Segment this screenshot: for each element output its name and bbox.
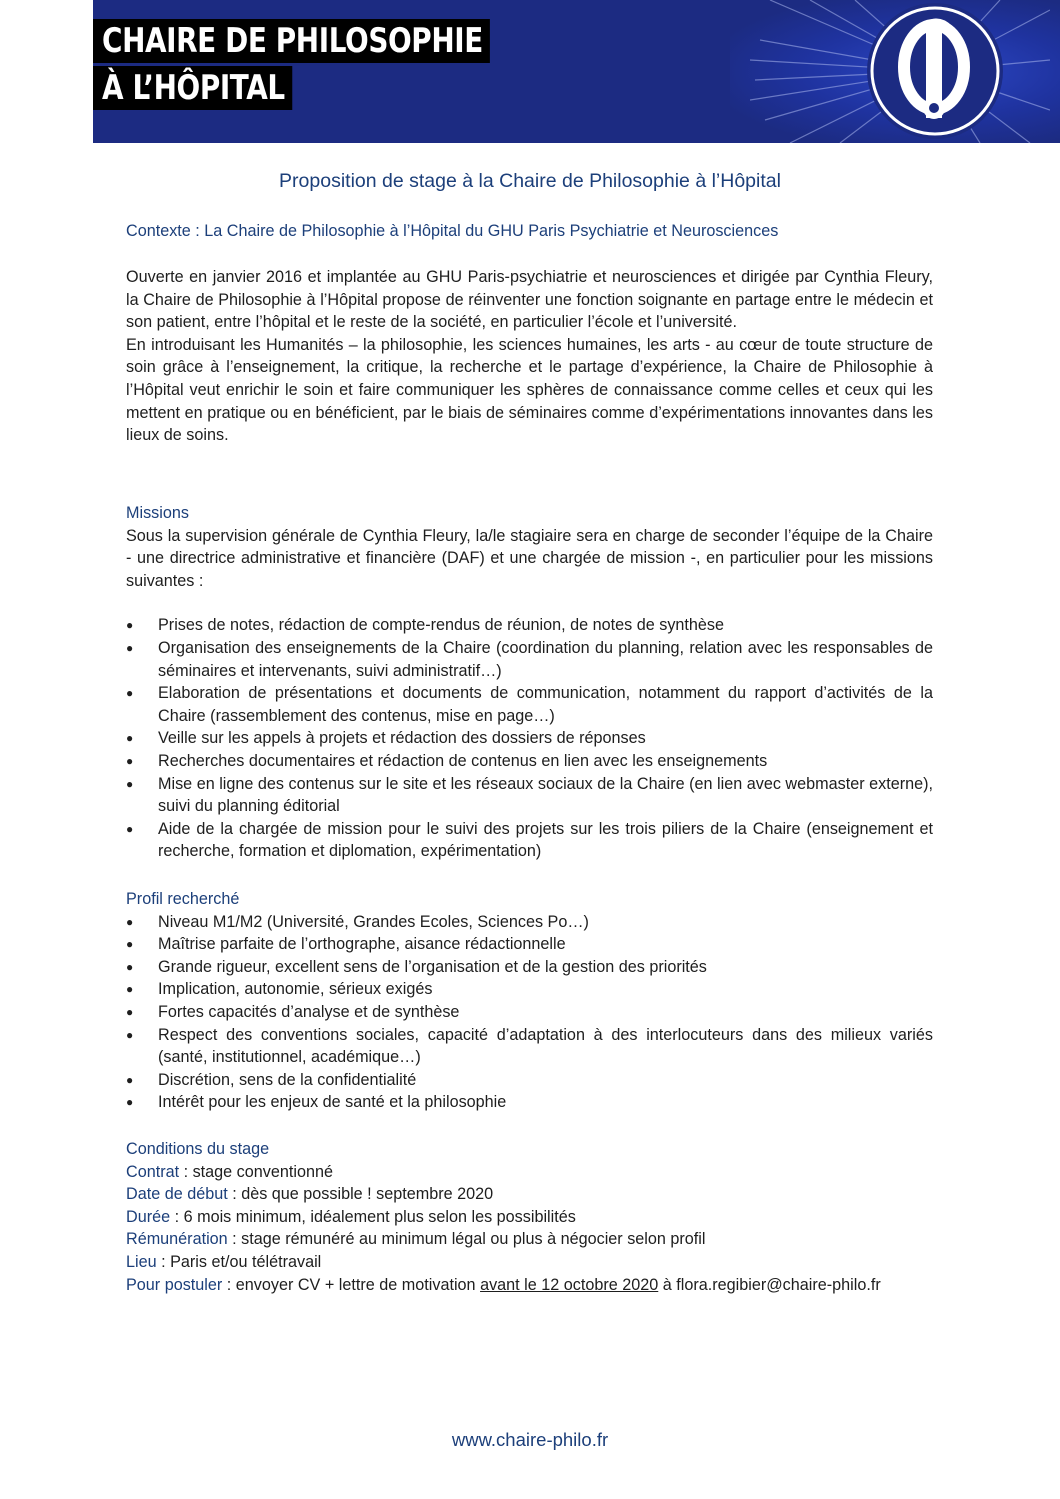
list-item: ● Organisation des enseignements de la Chaire (coordination du planning, relation avec les responsables de séminaires et intervenants, suivi administratif…) (126, 637, 933, 682)
profil-list (126, 911, 933, 1114)
missions-list (126, 614, 933, 863)
condition-label: Rémunération (126, 1230, 228, 1249)
list-item: ● Maîtrise parfaite de l’orthographe, aisance rédactionnelle (126, 933, 933, 956)
list-item: ● Intérêt pour les enjeux de santé et la philosophie (126, 1091, 933, 1114)
condition-row (126, 1251, 933, 1274)
apply-email: à flora.regibier@chaire-philo.fr (658, 1275, 881, 1294)
condition-value: : dès que possible ! septembre 2020 (227, 1185, 494, 1204)
condition-value: : Paris et/ou télétravail (156, 1252, 322, 1271)
condition-row (126, 1228, 933, 1251)
missions-intro: Sous la supervision générale de Cynthia Fleury, la/le stagiaire sera en charge de seconder l’équipe de la Chaire - une directrice administrative et financière (DAF) et une chargée de mission -, en particulier pour les missions suivantes : (126, 526, 933, 590)
condition-value: : 6 mois minimum, idéalement plus selon les possibilités (170, 1207, 576, 1226)
profil-section (126, 888, 933, 1114)
context-line: Contexte : La Chaire de Philosophie à l’Hôpital du GHU Paris Psychiatrie et Neurosciences (126, 222, 779, 240)
list-item: ● Discrétion, sens de la confidentialité (126, 1069, 933, 1092)
apply-label: Pour postuler (126, 1275, 223, 1294)
apply-instructions (126, 1274, 933, 1297)
footer-website-link[interactable]: www.chaire-philo.fr (451, 1429, 609, 1450)
intro-paragraph-2: En introduisant les Humanités – la philosophie, les sciences humaines, les arts - au cœur de toute structure de soin grâce à l’enseignement, la critique, la recherche et le partage d’expérience, la Chaire de Philosophie à l’Hôpital veut enrichir le soin et faire communiquer les sphères de connaissance comme celles et ceux qui les mettent en pratique ou en bénéficient, par le biais de séminaires comme d’expérimentations innovantes dans les lieux de soins. (126, 335, 933, 445)
conditions-section (126, 1138, 933, 1296)
apply-deadline: avant le 12 octobre 2020 (480, 1275, 659, 1294)
condition-value: : stage conventionné (179, 1162, 333, 1181)
condition-label: Durée (126, 1207, 171, 1226)
profil-heading: Profil recherché (126, 890, 240, 908)
chair-title-line-1: CHAIRE DE PHILOSOPHIE (93, 19, 490, 63)
list-item: ● Recherches documentaires et rédaction de contenus en lien avec les enseignements (126, 750, 933, 773)
condition-label: Lieu (126, 1252, 157, 1271)
list-item: ● Respect des conventions sociales, capacité d’adaptation à des interlocuteurs dans des milieux variés (santé, institutionnel, académique…) (126, 1024, 933, 1069)
chair-title (93, 19, 577, 110)
chair-title-line-2: À L’HÔPITAL (93, 66, 292, 110)
list-item: ● Aide de la chargée de mission pour le suivi des projets sur les trois piliers de la Chaire (enseignement et recherche, formation et diplomation, expérimentation) (126, 818, 933, 863)
list-item: ● Prises de notes, rédaction de compte-rendus de réunion, de notes de synthèse (126, 614, 933, 637)
list-item: ● Niveau M1/M2 (Université, Grandes Ecoles, Sciences Po…) (126, 911, 933, 934)
condition-row (126, 1206, 933, 1229)
condition-label: Contrat (126, 1162, 180, 1181)
list-item: ● Mise en ligne des contenus sur le site et les réseaux sociaux de la Chaire (en lien avec webmaster externe), suivi du planning éditorial (126, 773, 933, 818)
conditions-heading: Conditions du stage (126, 1140, 270, 1158)
condition-label: Date de début (126, 1185, 228, 1204)
missions-heading: Missions (126, 504, 189, 522)
apply-text: : envoyer CV + lettre de motivation (222, 1275, 481, 1294)
condition-row (126, 1161, 933, 1184)
chaire-philo-phi-logo-icon (750, 0, 1050, 143)
list-item: ● Fortes capacités d’analyse et de synthèse (126, 1001, 933, 1024)
list-item: ● Implication, autonomie, sérieux exigés (126, 978, 933, 1001)
list-item: ● Elaboration de présentations et documents de communication, notamment du rapport d’activités de la Chaire (rassemblement des contenus, mise en page…) (126, 682, 933, 727)
document-title: Proposition de stage à la Chaire de Philosophie à l’Hôpital (279, 170, 781, 192)
missions-section (126, 502, 933, 863)
condition-value: : stage rémunéré au minimum légal ou plus à négocier selon profil (227, 1230, 706, 1249)
intro-section (126, 266, 933, 447)
intro-paragraph-1: Ouverte en janvier 2016 et implantée au GHU Paris-psychiatrie et neurosciences et dirigée par Cynthia Fleury, la Chaire de Philosophie à l’Hôpital propose de réinventer une fonction soignante en partage entre le médecin et son patient, entre l’hôpital et le reste de la société, en particulier l’école et l’université. (126, 268, 933, 332)
list-item: ● Veille sur les appels à projets et rédaction des dossiers de réponses (126, 727, 933, 750)
list-item: ● Grande rigueur, excellent sens de l’organisation et de la gestion des priorités (126, 956, 933, 979)
condition-row (126, 1183, 933, 1206)
